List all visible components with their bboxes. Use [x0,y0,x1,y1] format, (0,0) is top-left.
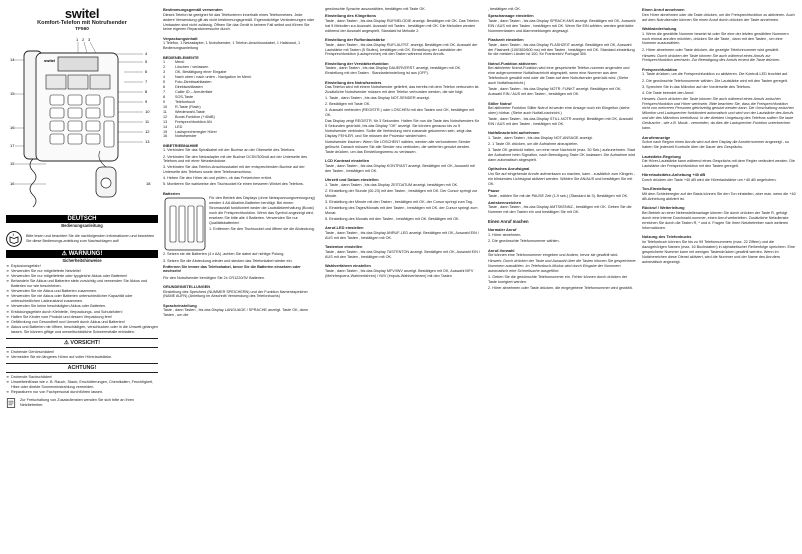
list-item: 5 Foto-Direktwahltasten [163,80,212,85]
pause-heading: Pause [488,187,500,193]
time-step: 1. Taste , dann Tasten , bis das Display ZEITDATUM anzeigt, bestätigen mit OK. [325,183,459,188]
column-2 [163,7,315,551]
time-step: 5. Einstellung des Monats mit den Tasten , bestätigen mit OK. Bestätigen mit OK. [325,217,460,222]
setup-heading: INBETRIEBNAHME [163,142,199,148]
setup-step: 5. Montieren Sie wahlweise den Tischsockel für einen besseren Winkel des Telefons. [163,182,304,187]
boost-text: Durch drücken der Taste +40 dB wird die Hörerlautstärke um +40 dB angehoben. [642,178,777,183]
normal-call-step: 1. Hörer abnehmen. [488,233,522,238]
caution-bar [6,338,158,348]
tone-heading: Ton-Einstellung [642,186,672,192]
callout-16: 16 [10,125,15,130]
callback-text: Bei Betrieb an einer Nebenstellenanlage können Sie durch drücken der Taste R, gefolgt durch eine interne Durchwahl-nummer, einen Anruf weiterleiten. Zusätzliche Netzdienste erreichen Sie durch die Tasten R, * und #. Fragen Sie Ihren Netzbetreiber nach weiteren Informationen. [642,211,789,230]
package-text: 1 Telefon, 1 Netzadapter, 1 Notrufsender, 1 Telefon-Anschlusskabel, 1 Halsband, 1 Bedienungsanleitung [163,41,301,51]
list-item: ➜ Verwenden Sie nur mitgelieferte Netzteile! [6,269,158,274]
battery-text: Für den Betrieb des Displays (ohne Netzspannungsversorgung) werden 4 AA Alkaline-Batterien benötigt. Bei einem Stromausfall funktioniert weder die Lautstärkeerhaltung (Boost) noch die Freisprechfunktion. Wenn das Symbol angezeigt wird, ersetzen Sie bitte alle 4 Batterien. Verwenden Sie nur Qualitätsbatterien! [209,196,315,226]
list-item: 1 Menü [163,60,185,65]
list-item: 9 Telefonbuch [163,99,196,104]
list-item: ➜ Umwelteinflüsse wie z. B. Rauch, Staub, Erschütterungen, Chemikalien, Feuchtigkeit, Hitze oder direkte Sonneneinstrahlung vermeiden. [6,380,158,390]
time-heading: Uhrzeit und Datum einstellen [325,177,379,183]
callback-heading: Rückruf / Weiterleitung [642,205,685,211]
silent-text: Bei aktivierter Funktion Stiller Notruf ist weder eine Ansage noch ein Klingelton (siehe oben) hörbar. (Siehe auch Notfall-nachricht.) [488,106,630,116]
language-text-cont: gewünschte Sprache auszuwählen, bestätigen mit Taste OK. [325,7,426,11]
boost-heading: Hörerlautstärke-Anhebung +40 dB [642,172,706,178]
callout-14: 14 [10,57,15,62]
list-item: 4 Nach oben / nach unten - Navigation im Menü [163,75,252,80]
sos-sender-text: Das Telefon wird mit einem Notrufsender geliefert, das bereits mit dem Telefon verbunden ist. Zusätzliche Notrufsender müssen mit dem Telefon verbunden werden, die wie folgt: [325,85,480,95]
list-item: 16 Notrufsender [163,134,197,139]
brand-logo: switel [64,7,100,21]
make-call-heading: Einen Anruf machen [488,218,529,224]
battery-step: 2. Setzen sie die Batterien (4 x AA) ,achten Sie dabei auf richtige Polung. [163,252,285,257]
phonebook-heading: Nutzung des Telefonbuchs [642,234,692,240]
callout-4: 4 [145,51,148,56]
controls-list [163,60,315,139]
list-item: ➜ Gefährdung von Gesundheit und Umwelt durch Akkus und Batterien! [6,320,158,325]
sos-step: 2. Bestätigen mit Taste OK. [325,102,371,107]
basic-settings-heading: GRUNDEINSTELLUNGEN [163,283,211,289]
callout-13: 13 [145,139,150,144]
code-text: Taste , dann Tasten , bis das Display AMTSKENNZ., bestätigen mit OK. Geben Sie die Nummer mit den Tasten ein und bestätigen Sie mit OK. [488,205,632,215]
record-heading: Notfallnachricht aufnehmen [488,130,540,136]
predial-hint: Hinweis: Durch drücken der Taste und Auswahl über die Tasten können Sie gespeicherte Nummern auswählen. Im Telefonbuch-Modus wird durch Eingabe der Nummern automatisch eine Schnellsuche ausgeführt. [488,259,636,274]
list-item: ➜ Halten Sie Kinder vom Produkt und dessen Verpackung fern! [6,315,158,320]
sos-sender-text-3: Notrufsender löschen: Wenn Sie LÖSCHEN? wählen, werden alle verbundenen Sender gelöscht. Danach müssen Sie alle Sender neu verbinden, die weiterhin genutzt werden. Taste drücken, um das Einstellungsmenu zu verlassen. [325,140,471,155]
ringtone-text: Taste , dann Tasten , bis das Display RUFMELODIE anzeigt. Bestätigen mit OK. Das Telefon hat 5 Melodien zur Auswahl. Auswahl mit Tasten . bestätigen mit OK. Die Melodien werden während der Auswahl angespielt, Standard ist Melodie 2. [325,18,479,33]
info-icon [6,398,16,408]
list-item: 7 Caller ID – Anruferliste [163,90,213,95]
callout-10: 10 [145,109,150,114]
function-keys [104,121,114,147]
predial-step: 2. Hörer abnehmen oder Taste drücken, die eingegebene Telefonnummer wird gewählt. [488,286,633,291]
photo-key-3 [90,75,110,89]
phone-brand-label: switel [44,58,56,63]
visual-signal-heading: Optisches Anrufsignal [488,166,530,172]
language-heading: Spracheinstellung [163,302,197,308]
amplifier-text: Tasten , dann Tasten , bis das Display DAUERVERST. anzeigt, bestätigen mit OK. Einstellung mit den Tasten . Standardeinstellung ist aus (OFF). [325,66,462,76]
record-step: 1. Taste , dann Tasten , bis das Display NOT-ANSAGE anzeigt. [488,136,593,141]
list-item: ➜ Erstickungsgefahr durch Kleinteile, Verpackungs- und Schutzfolien! [6,310,158,315]
column-1 [6,7,158,551]
photo-key-1 [46,75,66,89]
silent-heading: Stiller Notruf [488,100,512,106]
lcd-heading: LCD Kontrast einstellen [325,158,370,164]
manual-heading: Bedienungsanleitung [61,223,103,228]
callout-15: 15 [10,91,15,96]
handsfree-step: 1. Taste drücken, um die Freisprechfunktion zu aktivieren. Die Kontroll-LED leuchtet auf. [642,72,789,77]
list-item: ➜ Drohende Sachschäden! [6,375,158,380]
predial-heading: Anruf-Vorwahl [488,247,515,253]
list-item: 10 R-Taste (Flash) [163,104,201,109]
list-item: ➜ Behandeln Sie Akkus und Batterien stets vorsichtig und verwenden Sie Akkus und Batterien nur wie beschrieben. [6,279,158,289]
accept-call-heading: Einen Anruf annehmen [642,7,685,12]
pdf-note [6,398,158,408]
callout-15b: 15 [10,161,15,166]
dial-mode-text-cont: , bestätigen mit OK. [488,7,521,11]
list-item: 12 Boost-Funktion (+40dB) [163,114,215,119]
controls-heading: BEDIENELEMENTE [163,54,199,60]
callout-5: 5 [145,59,148,64]
list-item: ➜ Verwenden Sie nie Akkus oder Batterien unterschiedlicher Kapazität oder unterschiedlichen Ladezustand zusammen. [6,294,158,304]
sos-sender-heading: Einstellung des Notrufsenders [325,79,382,85]
sos-sender-text-2: Das Display zeigt REGISTR. für 3 Sekunden. Halten Sie nun die Taste des Notrufsenders für 5 Sekunden gedrückt, bis das Display "OK" anzeigt. Sie können genauso bis zu 5 Notrufsender verbinden. Sollte die Verbindung nicht zustande gekommen sein, zeigt das Display FEHLER, und Sie müssen die Prozedur wiederholen. [325,119,479,139]
intro-block [6,231,158,247]
emergency-heading: Notruf-Funktion aktivieren [488,60,537,66]
emergency-text: Bei aktivierter Notruf-Funktion wird eine gespeicherte Telefon-nummer angerufen und eine aufgenommene Notfallnachricht abgespielt, wenn eine Nummer aus dem Telefonbuch gewählt wird oder die Taste auf dem Notrufsender gedrückt wird. (Siehe auch Notfallnachricht.) [488,66,630,86]
normal-call-step: 2. Die gewünschte Telefonnummer wählen. [488,239,560,244]
callout-7: 7 [145,79,148,84]
callout-2: 2 [82,37,85,42]
caller-display-text: Sofort nach Beginn eines Anrufs wird auf dem Display die Anrufernummer angezeigt - so haben Sie jederzeit Kontrolle über die Dauer des Gesprächs. [642,140,789,150]
silent-text-2: Taste , dann Tasten , bis das Display STILL.NOTR anzeigt. Bestätigen mit OK, Auswahl EIN / AUS mit den Tasten , bestätigen mit OK. [488,117,634,127]
handsfree-hint: Hinweis: Durch drücken der Taste können Sie auch während eines Anrufs zwischen Freisprechfunktion und Hörer wechseln. Bitte beachten Sie, dass die Freisprechfunktion nicht von mehreren Personen gleichzeitig genutzt werden kann. Die Umschaltung zwischen Mikrofon und Lautsprecher funktioniert automatisch und wird von der Lautstärke des Anrufs und der des Mikrofons beeinflusst. In der direkten Umgebung des Telefons sollten Sie laute Geräusche - wie z.B. Musik - vermeiden, da dies die Lautsprecher-Funktion unterbrechen kann. [642,96,794,131]
pdf-note-text: Zur Freischaltung von Zusatzdiensten wenden Sie sich bitte an Ihren Netzbetreiber. [20,398,135,407]
callout-9: 9 [145,99,148,104]
callout-8: 8 [145,89,148,94]
warning-icon: ⚠ [61,251,69,258]
redial-step: 2. Hörer abnehmen oder Taste drücken, die gezeigte Telefonnummer wird gewählt. [642,47,780,52]
column-5 [642,7,796,551]
keytone-heading: Tastenton einstellen [325,244,363,250]
phone-diagram [6,35,158,213]
callout-16b: 16 [10,181,15,186]
lcd-text: Taste , dann Tasten , bis das Display KONTRAST anzeigt. Bestätigen mit OK, Auswahl mit den Tasten , bestätigen mit OK. [325,164,475,174]
usage-heading: Bestimmungsgemäß verwenden [163,7,223,12]
dial-mode-heading: Wahlverfahren einstellen [325,263,371,269]
list-item: ➜ Verwenden Sie nur mitgelieferte oder typgleiche Akkus oder Batterien! [6,274,158,279]
call-led-heading: Anruf-LED einstellen [325,225,364,231]
volume-heading: Lautstärke-Regelung [642,153,681,159]
normal-call-heading: Normaler Anruf [488,227,517,233]
time-step: 4. Einstellung des Tages/Monats mit den Tasten , bestätigen mit OK. der Cursor springt zum Monat. [325,206,478,216]
ring-volume-heading: Einstellung der Ruftonlautstärke [325,36,386,42]
predial-step: 1. Geben Sie die gewünschte Telefonnummer ein. Fehler können durch drücken der Taste korrigiert werden. [488,275,628,285]
setup-step: 2. Verbinden Sie den Netzadapter mit der Buchse DC5V/300mA auf der Unterseite des Telefons und mit einer Netzsteckdose. [163,154,308,164]
model-number: TF560 [75,27,89,32]
time-step: 3. Einstellung der Minute mit den Tasten , bestätigen mit OK. der Cursor springt zum Tag. [325,200,473,205]
lcd-display [58,57,98,71]
redial-heading: Wahlwiederholung [642,25,677,31]
emergency-text-2: Taste , dann Tasten , bis das Display NOTR. FUNKT anzeigt. Bestätigen mit OK, Auswahl EIN / AUS mit den Tasten , bestätigen mit OK. [488,87,622,97]
language-banner: DEUTSCH [6,215,158,223]
redial-hint: Hinweis: Durch drücken der Taste können Sie auch während eines Anrufs zur Freisprechfunktion wechseln. Zur Beendigung des Anrufs erneut die Taste drücken. [642,53,781,63]
list-item: ➜ Verwenden Sie keine beschädigten Akkus oder Batterien. [6,304,158,309]
callout-1: 1 [76,37,79,42]
attention-title: ACHTUNG! [67,364,97,371]
pause-text: Taste , wählen Sie mit die PAUSE Zeit (1-9 sek.) (Standard ist 3). Bestätigen mit OK. [488,193,629,198]
sos-step: 1. Taste , dann Tasten , bis das Display NOT-SENDER anzeigt. [325,96,430,101]
battery-heading: Batterien [163,190,180,196]
tone-text: Mit dem Schieberegler auf der Basis können Sie den Ton einstellen, aber max. wenn die +40 dB-Anhebung aktiviert ist. [642,192,796,202]
handsfree-step: 3. Sprechen Sie in das Mikrofon auf der Vorderseite des Telefons. [642,84,751,89]
record-step: 3. Taste OK gedrückt halten, um eine neue Nachricht (max. 30 Sek.) aufzunehmen. Start der Aufnahme beim Signalton, nach Beendigung Taste OK loslassen. Die Aufnahme wird dann automatisch abgespielt. [488,148,636,163]
callout-3: 3 [88,37,91,42]
sos-step: 3. Auswahl verbinden (REGISTR.) oder LÖSCHEN mit den Tasten und OK, bestätigen mit OK. [325,108,475,118]
svg-text:i: i [12,232,14,238]
flash-heading: Flashzeit einstellen [488,36,524,42]
caller-display-heading: Anruferanzeige [642,134,671,140]
dial-mode-text: Taste , dann Tasten , bis das Display MFV/IWV anzeigt. Bestätigen mit OK, Auswahl MFV (Mehrfrequenz-Wahlverfahren) / IWV (Impuls-Wahlverfahren) mit den Tasten [325,268,474,278]
battery-step: 3. Setzen Sie die Abdeckung wieder und stecken das Telefonkabel wieder ein. [163,258,293,263]
list-item: 8 SOS-Taste [163,94,194,99]
list-item: ➜ Verwenden Sie nie Akkus und Batterien zusammen. [6,289,158,294]
list-item: 13 Freisprechfunktion AN [163,119,212,124]
list-item: ➜ Akkus und Batterien nie öffnen, beschädigen, verschlucken oder in die Umwelt gelangen lassen. Sie können giftige und umweltschädliche Schwermetalle enthalten. [6,325,158,335]
predial-text: Sie können eine Telefonnummer eingeben und ändern, bevor sie gewählt wird. [488,253,619,258]
voice-text: Taste , dann Tasten , bis das Display SPRACH ANS anzeigt. Bestätigen mit OK, Auswahl EIN / AUS mit den Tasten , bestätigen mit OK. Wenn Sie EIN wählen, werden gedrückte Nummerntasten und Alarmmeldungen angesagt. [488,18,636,33]
battery-compartment-illustration [163,196,207,252]
battery-step: 1. Entfernen Sie den Tischsockel und öffnen sie die Abdeckung. [209,227,315,232]
code-heading: Amtskennzeichen [488,199,522,205]
callout-18: 18 [146,181,151,186]
callout-12: 12 [145,129,150,134]
list-item: 11 Wiederwahl-Taste [163,109,205,114]
list-item: ➜ Explosionsgefahr! [6,264,158,269]
setup-step: 4. Heben Sie den Hörer ab und prüfen, ob das Freizeichen ertönt. [163,176,273,181]
read-manual-icon [6,231,22,247]
language-text: Taste , dann Tasten , bis das Display LANGUAGE / SPRACHE anzeigt. Taste OK, dann Tasten , um die [163,308,308,318]
column-3 [325,7,480,551]
list-item: 14 LED [163,124,183,129]
keytone-text: Taste , dann Tasten , bis das Display TASTENTON anzeigt. Bestätigen mit OK, Auswahl EIN / AUS mit den Tasten , bestätigen mit OK. [325,249,480,259]
setup-step: 3. Verbinden Sie das Telefon-Anschlusskabel mit der entsprechenden Buchse auf der Unterseite des Telefons sowie dem Telefonanschluss. [163,165,305,175]
handsfree-step: 2. Die gewünschte Telefonnummer wählen. Die Lautstärke wird mit den Tasten geregelt. [642,78,788,83]
voice-heading: Sprachansage einstellen [488,13,534,19]
visual-signal-text: Um Sie auf eingehende Anrufe aufmerksam zu machen, kann - zusätzlich zum Klingeln - ein blinkendes Lichtsignal aktiviert werden. Wählen Sie AN/AUS und bestätigen Sie mit OK. [488,172,635,186]
list-item: 3 OK, Bestätigung einer Eingabe [163,70,227,75]
phone-illustration [6,35,158,213]
list-item: 2 Löschen / verlassen [163,65,209,70]
cr2032-note: Für den Notrufsender benötigen Sie 2x CR1220/3V Batterien. [163,275,266,280]
product-title: Komfort-Telefon mit Notrufsender [37,20,127,26]
callout-11: 11 [145,119,150,124]
warning-banner [6,250,158,258]
record-step: 2. 1 Taste OK drücken, um die Aufnahme abzuspielen. [488,142,579,147]
volume-text: Die Hörer-Lautstärke kann während eines Gesprächs mit dem Regler verändert werden. Die Lautstärke der Freisprechfunktion mit den Tasten geregelt. [642,159,795,169]
handsfree-step: 4. Die Taste beendet den Anruf. [642,90,695,95]
list-item: ➜ Reparaturen nur von Fachpersonal durchführen lassen. [6,390,158,395]
attention-bar [6,363,158,373]
callout-17: 17 [10,143,15,148]
safety-list [6,264,158,335]
handsfree-heading: Freisprechfunktion [642,66,678,72]
list-item: 15 Lautsprecherregler Hörer [163,129,217,134]
setup-step: 1. Verbinden Sie das Spiralkabel mit der Buchse an der Oberseite des Telefons. [163,148,296,153]
sos-key [104,97,114,117]
battery-warning: Entfernen Sie immer das Telefonkabel, bevor Sie die Batterien einsetzen oder wechseln! [163,264,301,274]
basic-settings-text: Einstellung des Speichers (NUMMER SPEICHERN) und der Funktion Namensspeicher (NAME AUFN) (Anleitung im Abschnitt Verwendung des Telefonbuchs) [163,289,308,299]
safety-heading: Sicherheitshinweise [62,258,102,264]
warning-title: WARNUNG! [68,251,103,258]
photo-key-2 [68,75,88,89]
caution-icon: ⚠ [64,339,71,346]
ring-volume-text: Taste , dann Tasten , bis das Display RUFLAUTST. anzeigt. Bestätigen mit OK. Auswahl der Lautstärke mit Tasten (5 Stufen), bestätigen mit OK. Einstellung der Lautstärke der Freisprechfunktion (Lautsprecher) mit den Tasten während eines Anrufs. [325,42,478,57]
call-led-text: Taste , dann Tasten , bis das Display ANRUF-LED anzeigt. Bestätigen mit OK, Auswahl EIN / AUS mit den Tasten , bestätigen mit OK. [325,231,479,240]
caution-title: VORSICHT! [70,339,100,346]
list-item: ➜ Drohende Gehörschäden! [6,350,158,355]
redial-step: 1. Wenn die gewählte Nummer besetzt ist oder Sie eine der letzten gewählten Nummern noch einmal anrufen möchten, drücken Sie die Taste , dann mit den Tasten , um eine Nummer auszuwählen. [642,31,789,46]
callout-6: 6 [145,69,148,74]
phonebook-text: Im Telefonbuch können Sie bis zu 99 Telefonnummern (max. 22 Ziffern) und die dazugehörigen Namen (max. 16 Buchstaben) in alphabetischer Reihenfolge speichern. Eine gespeicherte Nummer kann mit wenigen Tastendrücken gewählt werden. Wenn im Notizbereichen diese Dienst aktiviert, wird die Nummer und der Name des Anrufers automatisch angezeigt. [642,239,796,264]
ringtone-heading: Einstellung des Klingeltons [325,13,377,19]
list-item: ➜ Vermeiden Sie ein längeres Hören auf voller Hörerlautstärke. [6,355,158,360]
flash-text: Taste , dann Tasten , bis das Display FLASHZEIT anzeigt. Bestätigen mit OK, Auswahl der Flashzeit (100/300/600 ms) mit den Tasten , bestätigen mit OK. Standard-einstellung für die meisten Länder ist 100, für Frankreich/ Portugal 300. [488,42,635,57]
intro-text: Bitte lesen und beachten Sie die nachfolgenden Informationen und bewahren Sie diese Bedienungs-anleitung zum Nachschlagen auf! [26,234,155,244]
time-step: 2. Einstellung der Stunde (00-23) mit den Tasten , bestätigen mit OK. Der Cursor springt zur Minute. [325,189,478,199]
package-heading: Verpackungsinhalt [163,35,198,41]
usage-text: Dieses Telefon ist geeignet für das Telefonieren innerhalb eines Telefonnetzes. Jede andere Verwendung gilt als nicht bestimmungsgemäß. Eigenmächtige Veränderungen oder Umbauten sind nicht zulässig. Öffnen Sie das Gerät in keinem Fall selbst und führen Sie keine eigenen Reparaturversuche durch. [163,12,315,32]
amplifier-heading: Einstellung der Verstärkerfunktion [325,60,389,66]
list-item: 6 Direktwahltasten [163,85,203,90]
accept-call-text: Den Hörer abnehmen oder die Taste drücken, um die Freisprechfunktion zu aktivieren. Auch auf dem Notrufsender können Sie einen Anruf durch drücken der Taste annehmen. [642,12,795,22]
column-4 [488,7,636,551]
